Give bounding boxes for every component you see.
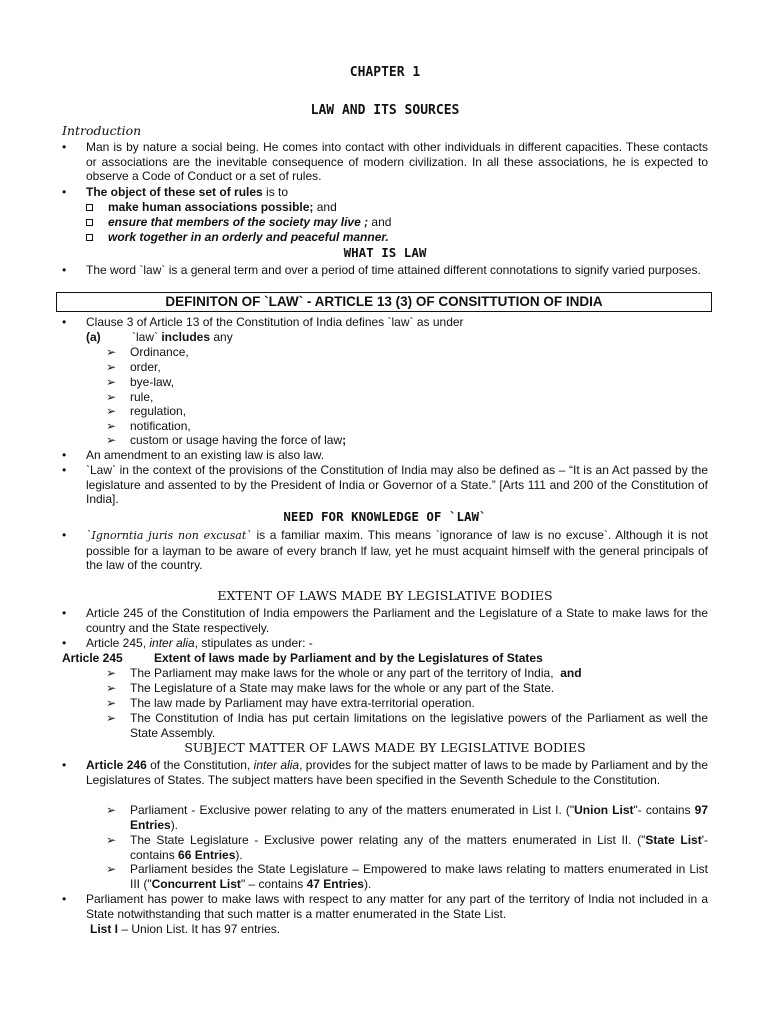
includes-text: regulation, bbox=[130, 404, 187, 418]
art246-paragraph bbox=[62, 758, 708, 787]
final-paragraph bbox=[62, 892, 708, 921]
square-bullet-icon bbox=[86, 234, 93, 241]
clause-a-post: any bbox=[210, 330, 233, 344]
chapter-label: CHAPTER 1 bbox=[349, 65, 421, 80]
art245-item-text: The Parliament may make laws for the whole or any part of the territory of India, bbox=[130, 666, 554, 680]
bullet-icon: • bbox=[62, 528, 67, 542]
arrow-icon: ➢ bbox=[106, 696, 117, 710]
bullet-icon: • bbox=[62, 315, 67, 329]
arrow-icon: ➢ bbox=[106, 404, 117, 418]
bullet-icon: • bbox=[62, 636, 67, 650]
clause-a-label: (a) bbox=[86, 330, 101, 344]
bullet-icon: • bbox=[62, 185, 67, 199]
list1-rest: – Union List. It has 97 entries. bbox=[118, 922, 281, 936]
includes-item bbox=[106, 433, 708, 448]
context-text: `Law` in the context of the provisions of the Constitution of India may also be defined as – “It is an Act passed by the legislature and assented to by the President of India or Governor of a State.” [Arts 111 and 200 of the Constitution of India]. bbox=[86, 463, 708, 507]
stipulates-pre: Article 245, bbox=[86, 636, 150, 650]
includes-text: Ordinance, bbox=[130, 345, 189, 359]
list-item bbox=[106, 803, 708, 832]
object-paragraph bbox=[62, 185, 708, 200]
bullet-icon: • bbox=[62, 758, 67, 772]
art245-item-tail: and bbox=[560, 666, 582, 680]
includes-item bbox=[106, 390, 708, 405]
object-rest: is to bbox=[262, 185, 289, 199]
list-entries: 66 Entries bbox=[178, 847, 236, 862]
object-bold: The object of these set of rules bbox=[86, 185, 263, 199]
includes-text: order, bbox=[130, 360, 161, 374]
amendment-text: An amendment to an existing law is also law. bbox=[86, 448, 325, 462]
list-pre: Parliament besides the State Legislature – Empowered to make laws relating to matters enumerated in List III (" bbox=[130, 862, 708, 891]
object-item-text: work together in an orderly and peaceful manner. bbox=[108, 230, 389, 244]
includes-item bbox=[106, 404, 708, 419]
list-pre: The State Legislature - Exclusive power relating any of the matters enumerated in List II. (" bbox=[130, 833, 646, 847]
art245-item-text: The Constitution of India has put certain limitations on the legislative powers of the Parliament as well the State Assembly. bbox=[130, 711, 708, 740]
list-mid: "- contains bbox=[633, 803, 695, 817]
list1-bold: List I bbox=[90, 922, 119, 936]
list-post: ). bbox=[363, 876, 372, 891]
includes-item bbox=[106, 345, 708, 360]
law-text: The word `law` is a general term and over a period of time attained different connotations to signify varied purposes. bbox=[86, 263, 701, 277]
includes-text: bye-law, bbox=[130, 375, 175, 389]
arrow-icon: ➢ bbox=[106, 711, 117, 725]
art245-stipulates bbox=[62, 636, 708, 651]
art245-item bbox=[106, 681, 708, 696]
definition-box: DEFINITON OF `LAW` - ARTICLE 13 (3) OF CONSITTUTION OF INDIA bbox=[56, 292, 712, 312]
list-item bbox=[106, 833, 708, 862]
includes-item bbox=[106, 419, 708, 434]
bullet-icon: • bbox=[62, 448, 67, 462]
art245-item-text: The law made by Parliament may have extra-territorial operation. bbox=[130, 696, 475, 710]
square-bullet-icon bbox=[86, 219, 93, 226]
object-item bbox=[86, 200, 337, 215]
list-entries: 47 Entries bbox=[306, 876, 364, 891]
includes-text: rule, bbox=[130, 390, 154, 404]
list-name: Union List bbox=[574, 803, 634, 817]
need-text: is a familiar maxim. This means `ignorance of law is no excuse`. Although it is not possible for a layman to be aware of every branch lf law, yet he must acquaint himself with the general principals of the law of the country. bbox=[86, 528, 708, 573]
art245-item bbox=[106, 666, 708, 681]
object-item-tail: and bbox=[313, 200, 337, 214]
object-item-tail: and bbox=[368, 215, 392, 229]
final-text: Parliament has power to make laws with respect to any matter for any part of the territory of India not included in a State notwithstanding that such matter is a matter enumerated in the State List. bbox=[86, 892, 708, 921]
bullet-icon: • bbox=[62, 892, 67, 906]
clause-a bbox=[86, 330, 708, 345]
arrow-icon: ➢ bbox=[106, 681, 117, 695]
clause-text: Clause 3 of Article 13 of the Constitution of India defines `law` as under bbox=[86, 315, 464, 329]
arrow-icon: ➢ bbox=[106, 419, 117, 433]
bullet-icon: • bbox=[62, 140, 67, 154]
need-paragraph bbox=[62, 528, 708, 573]
list-entries: 97 Entries bbox=[130, 803, 708, 832]
intro-text: Man is by nature a social being. He comes into contact with other individuals in different capacities. These contacts or associations are the inevitable consequence of modern civilization. In all these associations, he is expected to observe a Code of Conduct or a set of rules. bbox=[86, 140, 708, 184]
list-pre: Parliament - Exclusive power relating to any of the matters enumerated in List I. (" bbox=[130, 803, 575, 817]
list-mid: " – contains bbox=[240, 876, 307, 891]
list-name: State List bbox=[645, 833, 702, 847]
object-item bbox=[86, 215, 391, 230]
includes-item bbox=[106, 375, 708, 390]
arrow-icon: ➢ bbox=[106, 390, 117, 404]
art245-paragraph bbox=[62, 606, 708, 635]
bullet-icon: • bbox=[62, 606, 67, 620]
object-item-text: ensure that members of the society may live ; bbox=[108, 215, 369, 229]
list-post: ). bbox=[235, 847, 243, 862]
art245-title-text: Extent of laws made by Parliament and by the Legislatures of States bbox=[154, 651, 543, 665]
art245-label: Article 245 bbox=[62, 651, 123, 665]
amendment-paragraph bbox=[62, 448, 708, 463]
chapter-title: LAW AND ITS SOURCES bbox=[310, 103, 460, 118]
clause-a-bold: includes bbox=[161, 330, 211, 344]
art246-pre: of the Constitution, bbox=[146, 758, 254, 772]
art245-text: Article 245 of the Constitution of India empowers the Parliament and the Legislature of a State to make laws for the country and the State respectively. bbox=[86, 606, 708, 635]
subject-heading: SUBJECT MATTER OF LAWS MADE BY LEGISLATIVE BODIES bbox=[184, 740, 586, 755]
stipulates-post: , stipulates as under: - bbox=[194, 636, 313, 650]
list-post: ). bbox=[170, 817, 179, 832]
stipulates-italic: inter alia bbox=[149, 636, 195, 650]
clause-a-pre: `law` bbox=[132, 330, 162, 344]
arrow-icon: ➢ bbox=[106, 862, 117, 876]
arrow-icon: ➢ bbox=[106, 360, 117, 374]
includes-item bbox=[106, 360, 708, 375]
what-is-law-heading: WHAT IS LAW bbox=[343, 245, 427, 260]
art245-item bbox=[106, 696, 708, 711]
law-paragraph bbox=[62, 263, 708, 278]
bullet-icon: • bbox=[62, 463, 67, 477]
arrow-icon: ➢ bbox=[106, 345, 117, 359]
arrow-icon: ➢ bbox=[106, 375, 117, 389]
art246-bold: Article 246 bbox=[86, 758, 147, 772]
arrow-icon: ➢ bbox=[106, 433, 117, 447]
art245-item-text: The Legislature of a State may make laws for the whole or any part of the State. bbox=[130, 681, 555, 695]
includes-suffix: ; bbox=[342, 433, 347, 447]
includes-text: custom or usage having the force of law bbox=[130, 433, 343, 447]
includes-text: notification, bbox=[130, 419, 191, 433]
arrow-icon: ➢ bbox=[106, 833, 117, 847]
list-mid: '- contains bbox=[130, 833, 708, 862]
arrow-icon: ➢ bbox=[106, 666, 117, 680]
art246-post: , provides for the subject matter of laws to be made by Parliament and by the Legislatures of States. The subject matters have been specified in the Seventh Schedule to the Constitution. bbox=[86, 758, 708, 787]
need-heading: NEED FOR KNOWLEDGE OF `LAW` bbox=[283, 509, 487, 524]
art245-item bbox=[106, 711, 708, 740]
context-paragraph bbox=[62, 463, 708, 507]
intro-paragraph bbox=[62, 140, 708, 184]
art246-italic: inter alia bbox=[253, 758, 300, 772]
object-item bbox=[86, 230, 389, 245]
introduction-heading: Introduction bbox=[62, 123, 142, 138]
maxim-text: `Ignorntia juris non excusat` bbox=[86, 529, 252, 542]
extent-heading: EXTENT OF LAWS MADE BY LEGISLATIVE BODIES bbox=[217, 588, 553, 603]
art245-title bbox=[62, 651, 708, 666]
square-bullet-icon bbox=[86, 204, 93, 211]
object-item-text: make human associations possible; bbox=[108, 200, 314, 214]
list-name: Concurrent List bbox=[151, 876, 241, 891]
arrow-icon: ➢ bbox=[106, 803, 117, 817]
bullet-icon: • bbox=[62, 263, 67, 277]
list-item bbox=[106, 862, 708, 891]
list1-line bbox=[90, 922, 708, 937]
clause-paragraph bbox=[62, 315, 708, 330]
